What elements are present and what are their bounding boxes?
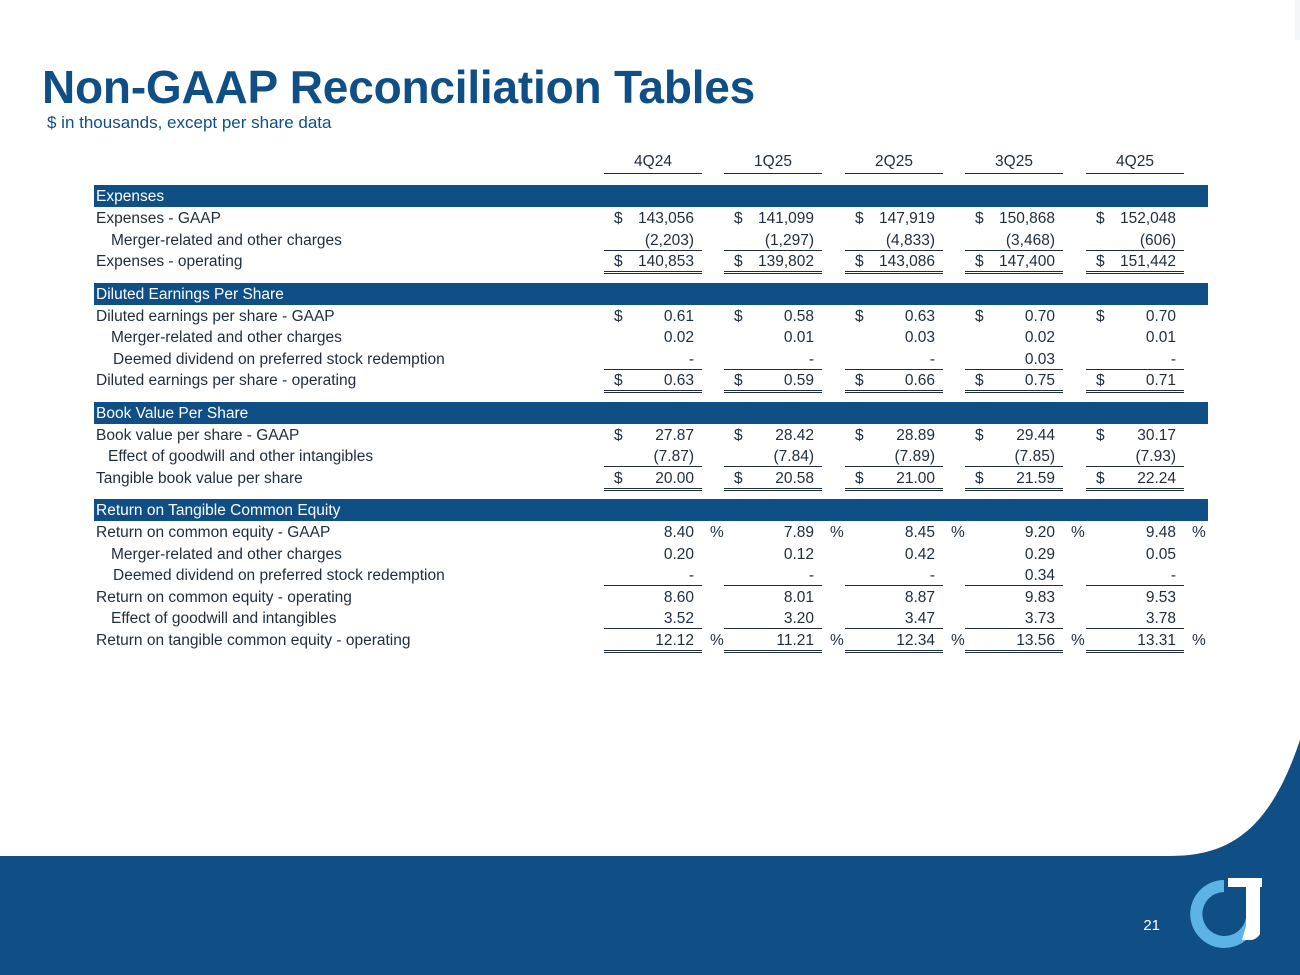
cell-value: 9.83 — [1024, 588, 1055, 606]
cell-value: 143,086 — [878, 253, 935, 270]
dollar-sign: $ — [614, 307, 623, 325]
row-label: Book value per share - GAAP — [96, 426, 300, 444]
footer-bar — [0, 856, 1300, 975]
cell-value: 0.70 — [1145, 307, 1176, 325]
row-label: Diluted earnings per share - operating — [96, 372, 357, 389]
dollar-sign: $ — [855, 372, 864, 389]
cell-value: 0.12 — [783, 545, 814, 563]
dollar-sign: $ — [614, 372, 623, 389]
cell-value: 0.03 — [1024, 350, 1055, 368]
percent-sign: % — [1192, 524, 1206, 541]
cell-value: 0.58 — [783, 307, 814, 325]
cell-value: (606) — [1139, 231, 1176, 249]
dollar-sign: $ — [1096, 307, 1105, 325]
cell-value: 20.58 — [775, 469, 814, 487]
cell-value: 0.61 — [663, 307, 694, 325]
dollar-sign: $ — [734, 469, 743, 487]
cell-value: 3.78 — [1145, 610, 1176, 627]
cell-value: 0.20 — [663, 545, 694, 563]
cell-value: (3,468) — [1005, 231, 1055, 249]
dollar-sign: $ — [975, 253, 984, 270]
dollar-sign: $ — [1096, 469, 1105, 487]
row-label: Return on common equity - GAAP — [96, 524, 331, 541]
column-header-3q25: 3Q25 — [965, 153, 1063, 174]
dollar-sign: $ — [1096, 253, 1105, 270]
dollar-sign: $ — [614, 210, 623, 227]
row-label: Expenses - operating — [96, 253, 243, 270]
cell-value: 150,868 — [998, 210, 1055, 227]
cell-value: 3.20 — [783, 610, 814, 627]
section-header: Book Value Per Share — [94, 402, 1208, 424]
dollar-sign: $ — [614, 426, 623, 444]
dollar-sign: $ — [734, 253, 743, 270]
cell-value: 8.45 — [904, 524, 935, 541]
cell-value: 21.00 — [896, 469, 935, 487]
percent-sign: % — [951, 631, 965, 649]
cell-value: 3.47 — [904, 610, 935, 627]
cell-value: 147,919 — [878, 210, 935, 227]
dollar-sign: $ — [734, 426, 743, 444]
dollar-sign: $ — [975, 372, 984, 389]
cell-value: (7.84) — [773, 448, 814, 465]
cell-value: 28.89 — [896, 426, 935, 444]
cell-value: 8.60 — [663, 588, 694, 606]
cell-value: 0.34 — [1024, 567, 1055, 584]
row-label: Deemed dividend on preferred stock redemption — [113, 567, 445, 584]
cell-value: 152,048 — [1119, 210, 1176, 227]
section-header: Expenses — [94, 185, 1208, 207]
dollar-sign: $ — [855, 210, 864, 227]
cell-value: 0.01 — [1145, 329, 1176, 346]
dollar-sign: $ — [975, 210, 984, 227]
cell-value: 3.52 — [663, 610, 694, 627]
percent-sign: % — [1192, 631, 1206, 649]
cell-value: 9.53 — [1145, 588, 1176, 606]
cell-value: 0.70 — [1024, 307, 1055, 325]
percent-sign: % — [951, 524, 965, 541]
percent-sign: % — [710, 631, 724, 649]
cell-value: - — [929, 350, 935, 368]
page-subtitle: $ in thousands, except per share data — [47, 113, 332, 132]
percent-sign: % — [1071, 524, 1085, 541]
cell-value: 8.87 — [904, 588, 935, 606]
cell-value: 0.42 — [904, 545, 935, 563]
cell-value: (1,297) — [764, 231, 814, 249]
cell-value: - — [688, 567, 694, 584]
page-number: 21 — [1143, 917, 1160, 934]
percent-sign: % — [1071, 631, 1085, 649]
cell-value: 139,802 — [757, 253, 814, 270]
cell-value: 143,056 — [637, 210, 694, 227]
dollar-sign: $ — [975, 307, 984, 325]
cell-value: 12.34 — [896, 631, 935, 649]
row-label: Return on tangible common equity - operating — [96, 631, 411, 649]
cell-value: 29.44 — [1016, 426, 1055, 444]
row-label: Merger-related and other charges — [111, 231, 342, 249]
column-header-2q25: 2Q25 — [845, 153, 943, 174]
cell-value: 27.87 — [655, 426, 694, 444]
cell-value: (7.89) — [894, 448, 935, 465]
cell-value: 7.89 — [783, 524, 814, 541]
dollar-sign: $ — [734, 307, 743, 325]
row-label: Expenses - GAAP — [96, 210, 221, 227]
page-title: Non-GAAP Reconciliation Tables — [42, 61, 756, 113]
cell-value: 3.73 — [1024, 610, 1055, 627]
cell-value: (2,203) — [644, 231, 694, 249]
cell-value: 140,853 — [637, 253, 694, 270]
cell-value: - — [1170, 350, 1176, 368]
row-label: Diluted earnings per share - GAAP — [96, 307, 335, 325]
cell-value: 22.24 — [1137, 469, 1176, 487]
row-label: Return on common equity - operating — [96, 588, 352, 606]
cell-value: (7.85) — [1014, 448, 1055, 465]
percent-sign: % — [710, 524, 724, 541]
cell-value: - — [688, 350, 694, 368]
cell-value: 0.75 — [1024, 372, 1055, 389]
cell-value: 9.48 — [1145, 524, 1176, 541]
cell-value: 0.71 — [1145, 372, 1176, 389]
cell-value: 8.01 — [783, 588, 814, 606]
percent-sign: % — [830, 524, 844, 541]
row-label: Deemed dividend on preferred stock redemption — [113, 350, 445, 368]
row-label: Tangible book value per share — [96, 469, 303, 487]
cell-value: 8.40 — [663, 524, 694, 541]
cell-value: 21.59 — [1016, 469, 1055, 487]
cell-value: (7.93) — [1135, 448, 1176, 465]
cell-value: 0.05 — [1145, 545, 1176, 563]
dollar-sign: $ — [855, 307, 864, 325]
cell-value: 13.56 — [1016, 631, 1055, 649]
cell-value: 13.31 — [1137, 631, 1176, 649]
percent-sign: % — [830, 631, 844, 649]
section-header: Return on Tangible Common Equity — [94, 499, 1208, 521]
cell-value: 141,099 — [757, 210, 814, 227]
row-label: Merger-related and other charges — [111, 329, 342, 346]
cell-value: (4,833) — [885, 231, 935, 249]
cell-value: 147,400 — [998, 253, 1055, 270]
dollar-sign: $ — [734, 372, 743, 389]
dollar-sign: $ — [1096, 426, 1105, 444]
cell-value: - — [929, 567, 935, 584]
cell-value: 20.00 — [655, 469, 694, 487]
cell-value: 11.21 — [776, 631, 814, 649]
column-header-4q24: 4Q24 — [604, 153, 702, 174]
dollar-sign: $ — [614, 469, 623, 487]
dollar-sign: $ — [855, 469, 864, 487]
row-label: Effect of goodwill and intangibles — [111, 610, 337, 627]
cell-value: 151,442 — [1119, 253, 1176, 270]
cell-value: 12.12 — [655, 631, 694, 649]
row-label: Effect of goodwill and other intangibles — [108, 448, 374, 465]
cell-value: - — [808, 350, 814, 368]
dollar-sign: $ — [614, 253, 623, 270]
cell-value: 0.59 — [783, 372, 814, 389]
cell-value: 9.20 — [1024, 524, 1055, 541]
dollar-sign: $ — [975, 469, 984, 487]
cell-value: - — [1170, 567, 1176, 584]
cell-value: 0.66 — [904, 372, 935, 389]
dollar-sign: $ — [734, 210, 743, 227]
cell-value: 0.01 — [783, 329, 814, 346]
cell-value: 0.63 — [904, 307, 935, 325]
dollar-sign: $ — [1096, 372, 1105, 389]
company-logo-icon — [1184, 874, 1266, 956]
cell-value: 0.29 — [1024, 545, 1055, 563]
dollar-sign: $ — [855, 253, 864, 270]
cell-value: 28.42 — [775, 426, 814, 444]
cell-value: 0.02 — [663, 329, 694, 346]
column-header-4q25: 4Q25 — [1086, 153, 1184, 174]
cell-value: 0.02 — [1024, 329, 1055, 346]
cell-value: (7.87) — [653, 448, 694, 465]
cell-value: 30.17 — [1137, 426, 1176, 444]
cell-value: - — [808, 567, 814, 584]
row-label: Merger-related and other charges — [111, 545, 342, 563]
section-header: Diluted Earnings Per Share — [94, 283, 1208, 305]
dollar-sign: $ — [855, 426, 864, 444]
dollar-sign: $ — [1096, 210, 1105, 227]
column-header-1q25: 1Q25 — [724, 153, 822, 174]
cell-value: 0.03 — [904, 329, 935, 346]
cell-value: 0.63 — [663, 372, 694, 389]
dollar-sign: $ — [975, 426, 984, 444]
